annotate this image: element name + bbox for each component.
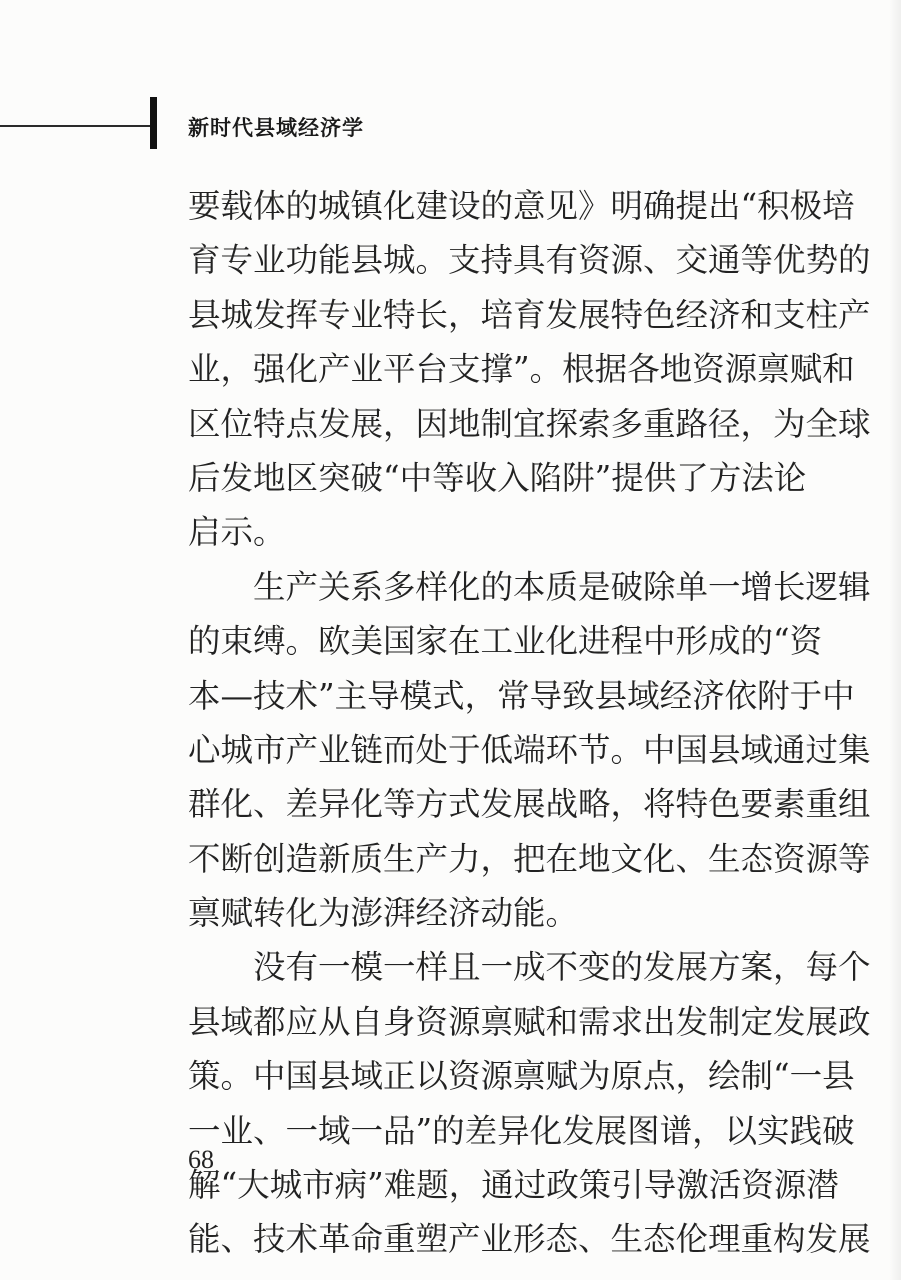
- text-line: 能、技术革命重塑产业形态、生态伦理重构发展: [188, 1220, 871, 1259]
- text-line: 策。中国县域正以资源禀赋为原点，绘制“一县: [188, 1057, 855, 1096]
- text-line: 的束缚。欧美国家在工业化进程中形成的“资: [188, 622, 823, 661]
- text-line: 不断创造新质生产力，把在地文化、生态资源等: [188, 839, 871, 878]
- page-number: 68: [188, 1145, 214, 1174]
- text-line: 没有一模一样且一成不变的发展方案，每个: [188, 948, 871, 987]
- text-line: 要载体的城镇化建设的意见》明确提出“积极培: [188, 187, 855, 225]
- header-rule: [0, 125, 150, 127]
- text-line: 后发地区突破“中等收入陷阱”提供了方法论: [188, 458, 807, 497]
- text-line: 启示。: [188, 513, 286, 552]
- header-bar: [150, 97, 157, 149]
- body-text: [188, 179, 871, 1267]
- text-line: 群化、差异化等方式发展战略，将特色要素重组: [188, 785, 871, 824]
- text-line: 解“大城市病”难题，通过政策引导激活资源潜: [188, 1166, 839, 1205]
- text-line: 生产关系多样化的本质是破除单一增长逻辑: [188, 567, 871, 606]
- text-line: 育专业功能县城。支持具有资源、交通等优势的: [188, 241, 871, 280]
- text-line: 禀赋转化为澎湃经济动能。: [188, 894, 579, 933]
- text-line: 县城发挥专业特长，培育发展特色经济和支柱产: [188, 295, 871, 334]
- text-line: 业，强化产业平台支撑”。根据各地资源禀赋和: [188, 350, 855, 389]
- page-edge-shadow: [889, 0, 901, 1280]
- text-line: 县域都应从自身资源禀赋和需求出发制定发展政: [188, 1002, 871, 1041]
- running-head: 新时代县域经济学: [188, 116, 364, 140]
- text-line: 一业、一域一品”的差异化发展图谱，以实践破: [188, 1111, 855, 1150]
- text-line: 本—技术”主导模式，常导致县域经济依附于中: [188, 676, 855, 715]
- text-line: 区位特点发展，因地制宜探索多重路径，为全球: [188, 404, 871, 443]
- text-line: 心城市产业链而处于低端环节。中国县域通过集: [188, 730, 871, 769]
